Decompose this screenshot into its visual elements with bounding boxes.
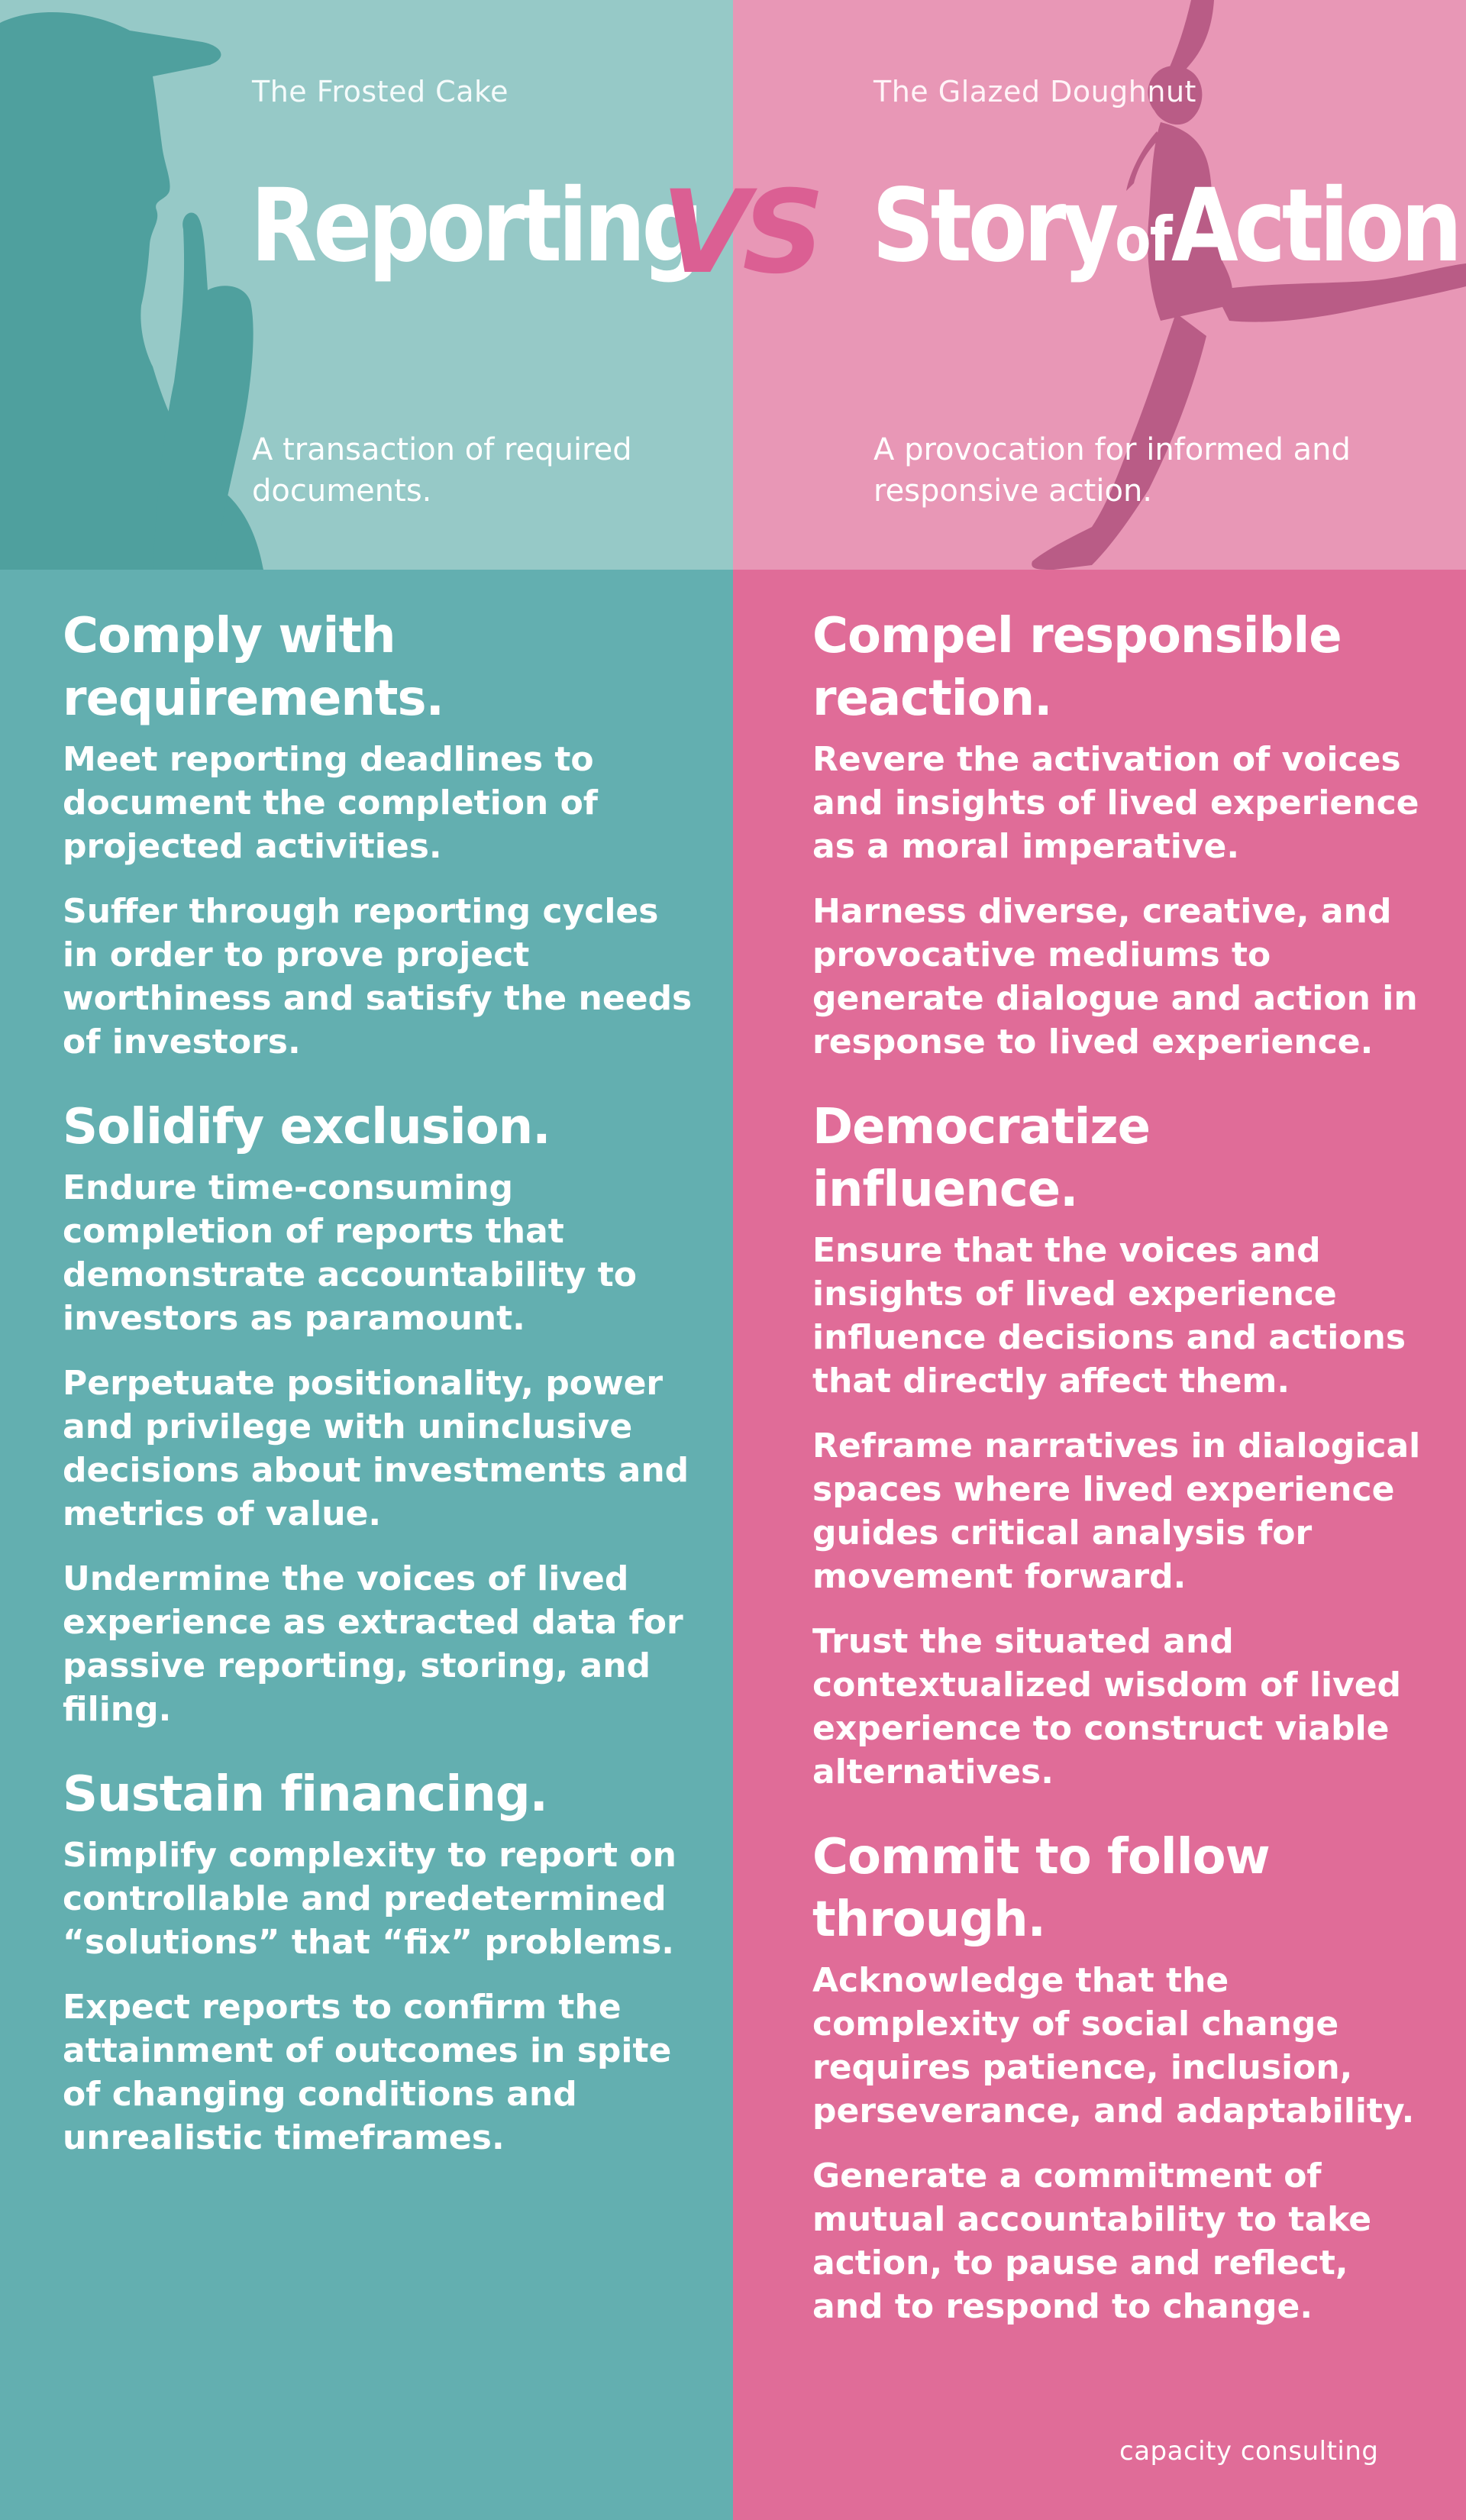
shushing-person-silhouette-icon xyxy=(0,0,275,570)
section-paragraph: Revere the activation of voices and insights of lived experience as a moral imperative. xyxy=(812,740,1419,866)
section-paragraph: Reframe narratives in dialogical spaces where lived experience guides critical analysis for movement forward. xyxy=(812,1426,1421,1596)
section-paragraph: Suffer through reporting cycles in order to prove project worthiness and satisfy the needs of investors. xyxy=(63,892,693,1061)
section-heading: Solidify exclusion. xyxy=(63,1099,551,1155)
section-paragraph: Meet reporting deadlines to document the completion of projected activities. xyxy=(63,740,598,866)
section-heading: Democratize influence. xyxy=(812,1099,1151,1218)
section-paragraph: Undermine the voices of lived experience as extracted data for passive reporting, storing, and filing. xyxy=(63,1559,683,1729)
section-paragraph: Perpetuate positionality, power and privilege with uninclusive decisions about investments and metrics of value. xyxy=(63,1364,689,1533)
story-of-action-kicker: The Glazed Doughnut xyxy=(873,75,1196,108)
section-paragraph: Acknowledge that the complexity of social change requires patience, inclusion, perseverance, and adaptability. xyxy=(812,1961,1415,2131)
title-part-of: of xyxy=(1115,204,1171,275)
versus-label: VS xyxy=(661,166,818,299)
story-of-action-tagline: A provocation for informed and responsive action. xyxy=(873,432,1351,509)
reporting-tagline: A transaction of required documents. xyxy=(252,432,632,509)
story-of-action-hero xyxy=(733,0,1466,570)
reporting-title: Reporting xyxy=(250,167,700,285)
title-part-action: Action xyxy=(1171,167,1459,285)
section-paragraph: Simplify complexity to report on controllable and predetermined “solutions” that “fix” problems. xyxy=(63,1836,676,1962)
brand-footer: capacity consulting xyxy=(1119,2436,1379,2467)
reporting-hero xyxy=(0,0,733,570)
reporting-section-exclusion xyxy=(63,1096,704,1731)
section-paragraph: Trust the situated and contextualized wisdom of lived experience to construct viable alternatives. xyxy=(812,1622,1402,1791)
section-paragraph: Ensure that the voices and insights of lived experience influence decisions and actions that directly affect them. xyxy=(812,1231,1406,1401)
story-section-follow-through xyxy=(812,1826,1423,2328)
section-paragraph: Endure time-consuming completion of reports that demonstrate accountability to investors as paramount. xyxy=(63,1168,638,1338)
story-of-action-sections xyxy=(812,605,1423,2360)
section-heading: Comply with requirements. xyxy=(63,608,444,727)
section-heading: Sustain financing. xyxy=(63,1766,547,1823)
section-paragraph: Harness diverse, creative, and provocative mediums to generate dialogue and action in response to lived experience. xyxy=(812,892,1418,1061)
reporting-section-compliance xyxy=(63,605,704,1064)
section-paragraph: Expect reports to confirm the attainment of outcomes in spite of changing conditions and unrealistic timeframes. xyxy=(63,1988,672,2157)
title-part-story: Story xyxy=(872,167,1116,285)
story-section-reaction xyxy=(812,605,1423,1064)
section-paragraph: Generate a commitment of mutual accountability to take action, to pause and reflect, and to respond to change. xyxy=(812,2157,1372,2326)
reporting-section-financing xyxy=(63,1763,704,2160)
reporting-sections xyxy=(63,605,704,2192)
story-of-action-title xyxy=(872,167,1459,285)
section-heading: Compel responsible reaction. xyxy=(812,608,1342,727)
reporting-kicker: The Frosted Cake xyxy=(252,75,509,108)
section-heading: Commit to follow through. xyxy=(812,1829,1270,1948)
story-section-influence xyxy=(812,1096,1423,1794)
story-of-action-column xyxy=(733,0,1466,2520)
